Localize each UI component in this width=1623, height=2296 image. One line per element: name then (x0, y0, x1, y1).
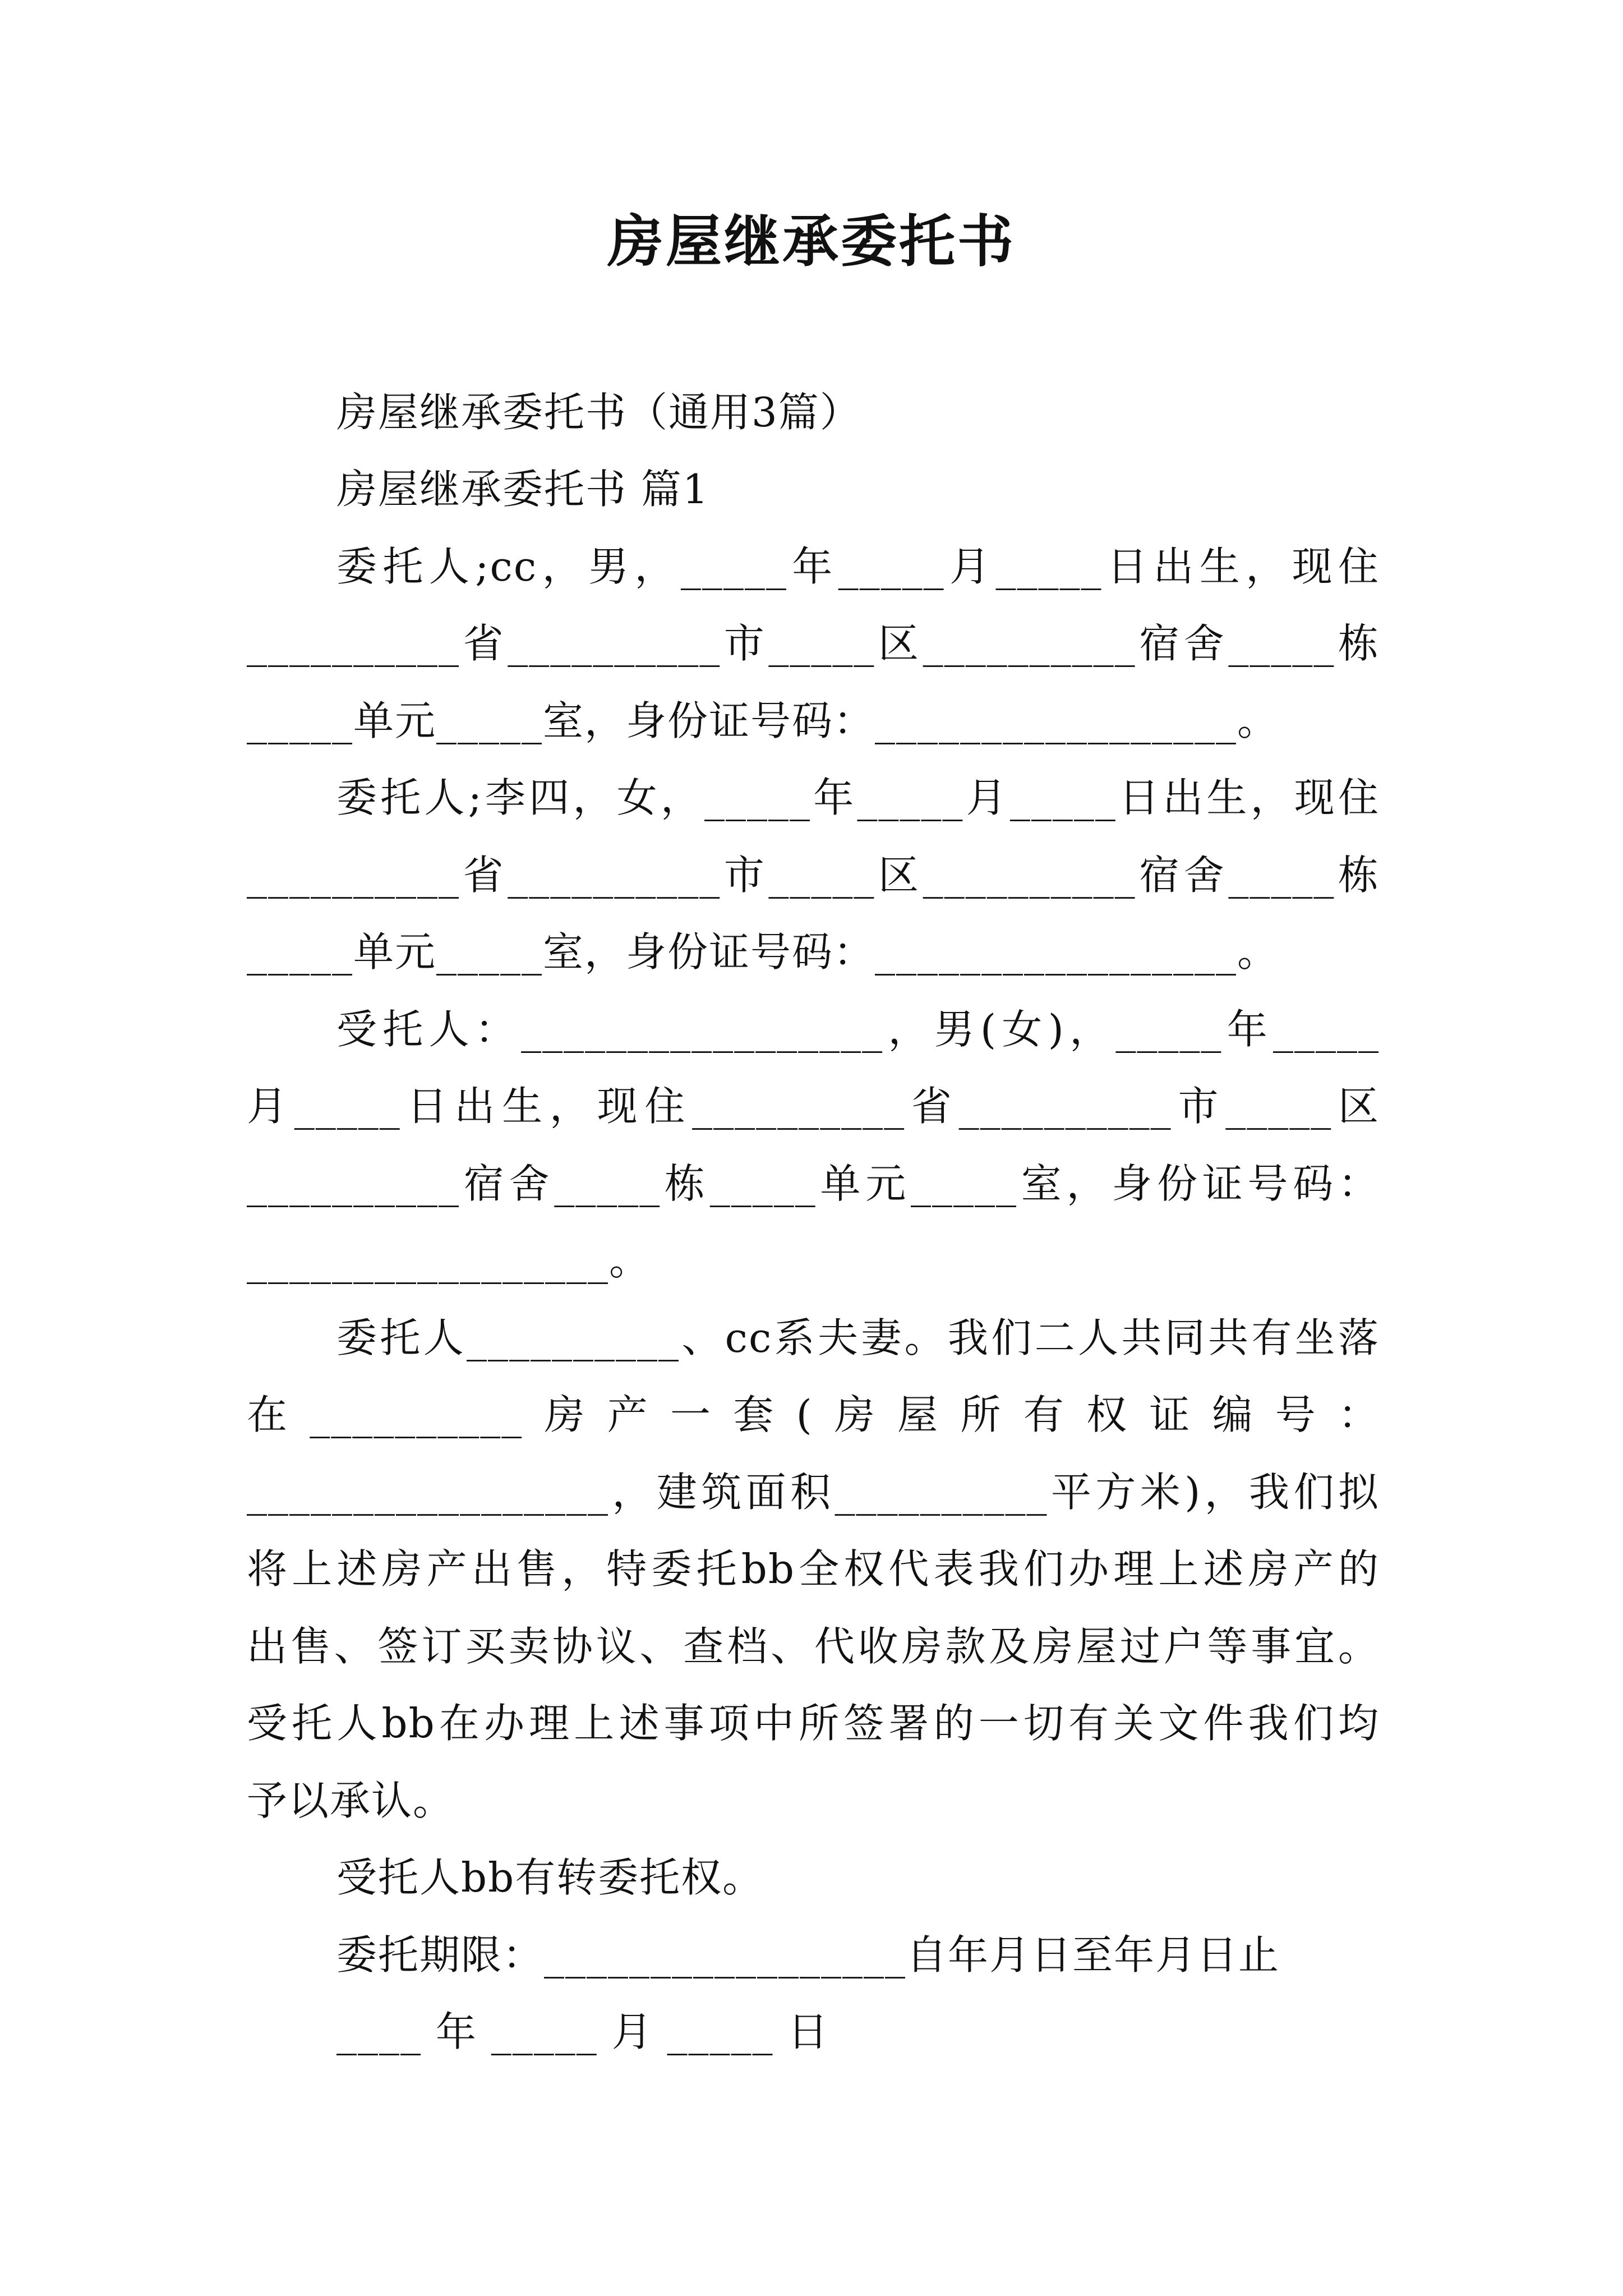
paragraph-line: 在__________房产一套(房屋所有权证编号： (247, 1391, 1380, 1438)
paragraph-line: 将上述房产出售，特委托bb全权代表我们办理上述房产的 (247, 1545, 1380, 1593)
paragraph-line: 受托人bb有转委托权。 (336, 1854, 764, 1901)
paragraph-line: 委托人__________、cc系夫妻。我们二人共同共有坐落 (336, 1314, 1380, 1361)
paragraph-line: 予以承认。 (247, 1777, 455, 1824)
paragraph-line: _____单元_____室，身份证号码：_________________。 (247, 697, 1279, 744)
paragraph-line: _____单元_____室，身份证号码：_________________。 (247, 928, 1279, 976)
paragraph-line: 受托人：_________________，男(女)，_____年_____ (336, 1006, 1380, 1053)
section-heading: 房屋继承委托书 篇1 (336, 466, 709, 513)
paragraph-line: __________宿舍_____栋_____单元_____室，身份证号码： (247, 1160, 1380, 1207)
date-line: ____ 年 _____ 月 _____ 日 (336, 2008, 829, 2055)
paragraph-line: __________省__________市_____区__________宿舍_____栋 (247, 852, 1380, 899)
paragraph-line: 出售、签订买卖协议、查档、代收房款及房屋过户等事宜。 (247, 1623, 1380, 1670)
paragraph-line: 委托期限：_________________自年月日至年月日止 (336, 1931, 1280, 1978)
paragraph-line: 委托人;李四，女，_____年_____月_____日出生，现住 (336, 774, 1380, 821)
paragraph-line: _________________。 (247, 1237, 651, 1284)
paragraph-line: 受托人bb在办理上述事项中所签署的一切有关文件我们均 (247, 1700, 1380, 1747)
paragraph-line: 月_____日出生，现住__________省__________市_____区 (247, 1083, 1380, 1130)
paragraph-line: 委托人;cc，男，_____年_____月_____日出生，现住 (336, 543, 1380, 590)
paragraph-line: _________________，建筑面积__________平方米)，我们拟 (247, 1469, 1380, 1516)
paragraph-line: __________省__________市_____区__________宿舍_____栋 (247, 620, 1380, 667)
subtitle-line: 房屋继承委托书（通用3篇） (336, 389, 861, 436)
document-title: 房屋继承委托书 (607, 208, 1016, 274)
